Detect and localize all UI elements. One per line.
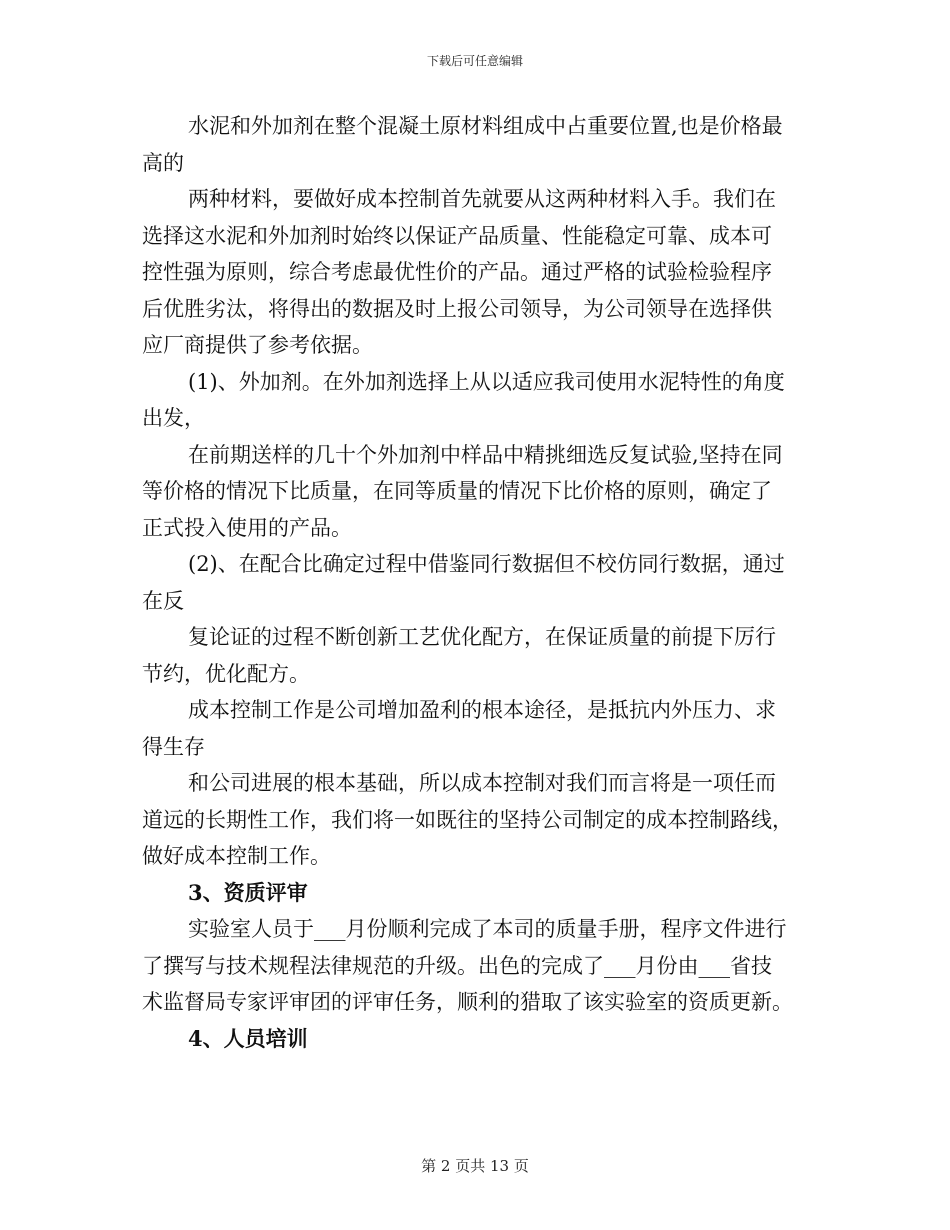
text-line: 做好成本控制工作。 bbox=[142, 844, 331, 868]
text-line: 正式投入使用的产品。 bbox=[142, 515, 352, 540]
text-line: 高的 bbox=[142, 150, 184, 175]
text-line: 在反 bbox=[142, 588, 184, 613]
text-line: 等价格的情况下比质量，在同等质量的情况下比价格的原则，确定了 bbox=[142, 479, 772, 503]
text-line: 水泥和外加剂在整个混凝土原材料组成中占重要位置,也是价格最 bbox=[188, 114, 783, 138]
section-heading: 4、人员培训 bbox=[188, 1025, 308, 1051]
text-line: 选择这水泥和外加剂时始终以保证产品质量、性能稳定可靠、成本可 bbox=[142, 223, 772, 248]
text-line: 得生存 bbox=[142, 734, 205, 759]
text-line: 应厂商提供了参考依据。 bbox=[142, 333, 373, 357]
page-number-footer: 第 2 页共 13 页 bbox=[421, 1157, 529, 1175]
text-line: 术监督局专家评审团的评审任务，顺利的猎取了该实验室的资质更新。 bbox=[142, 990, 793, 1014]
text-line: 控性强为原则，综合考虑最优性价的产品。通过严格的试验检验程序 bbox=[142, 260, 772, 284]
text-line: 成本控制工作是公司增加盈利的根本途径，是抵抗内外压力、求 bbox=[188, 698, 776, 722]
text-line: 后优胜劣汰，将得出的数据及时上报公司领导，为公司领导在选择供 bbox=[142, 296, 772, 321]
section-heading: 3、资质评审 bbox=[188, 879, 308, 905]
text-line: (2)、在配合比确定过程中借鉴同行数据但不校仿同行数据，通过 bbox=[188, 552, 785, 576]
text-line: 在前期送样的几十个外加剂中样品中精挑细选反复试验,坚持在同 bbox=[188, 442, 783, 467]
text-line: 和公司进展的根本基础，所以成本控制对我们而言将是一项任而 bbox=[188, 771, 776, 795]
page-header: 下载后可任意编辑 bbox=[426, 54, 523, 68]
text-line: 节约，优化配方。 bbox=[142, 661, 310, 686]
text-line: 实验室人员于___月份顺利完成了本司的质量手册，程序文件进行 bbox=[188, 917, 787, 941]
text-line: 出发， bbox=[142, 406, 205, 430]
text-line: 复论证的过程不断创新工艺优化配方，在保证质量的前提下厉行 bbox=[188, 625, 776, 649]
text-line: 了撰写与技术规程法律规范的升级。出色的完成了___月份由___省技 bbox=[142, 953, 772, 978]
text-line: 两种材料，要做好成本控制首先就要从这两种材料入手。我们在 bbox=[188, 187, 776, 211]
text-line: (1)、外加剂。在外加剂选择上从以适应我司使用水泥特性的角度 bbox=[188, 369, 785, 394]
document-body bbox=[142, 108, 810, 1057]
text-line: 道远的长期性工作，我们将一如既往的坚持公司制定的成本控制路线， bbox=[142, 807, 793, 832]
